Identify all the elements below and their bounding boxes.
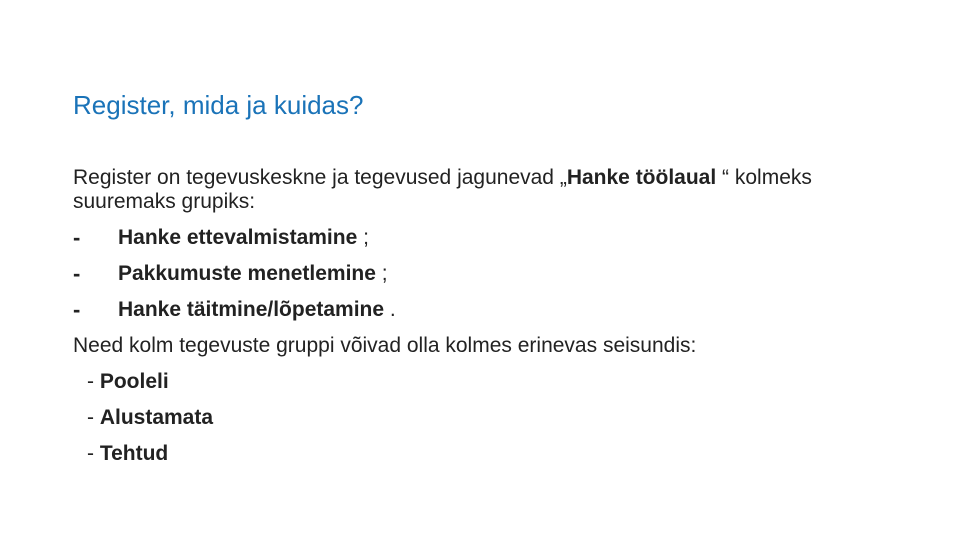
list-item: [73, 256, 913, 292]
status-name: Pooleli: [99, 370, 169, 393]
group-suffix: ;: [375, 262, 388, 285]
group-name: Pakkumuste menetlemine: [118, 262, 376, 285]
dash-bullet: -: [73, 297, 81, 322]
list-item: [73, 400, 913, 436]
status-intro: Need kolm tegevuste gruppi võivad olla kolmes erinevas seisundis:: [73, 334, 697, 357]
group-name: Hanke täitmine/lõpetamine: [118, 298, 385, 321]
status-list: [73, 364, 913, 472]
status-prefix: -: [87, 442, 100, 465]
intro-end-text: “ kolmeks suuremaks grupiks:: [73, 166, 812, 213]
list-item: [73, 436, 913, 472]
intro-paragraph: [73, 166, 913, 214]
status-name: Alustamata: [99, 406, 214, 429]
group-suffix: .: [384, 298, 396, 321]
list-item: [73, 364, 913, 400]
status-prefix: -: [87, 406, 100, 429]
dash-bullet: -: [73, 225, 81, 250]
slide-title: Register, mida ja kuidas?: [73, 90, 364, 120]
intro-text: Register on tegevuskeskne ja tegevused jagunevad „: [73, 166, 567, 189]
group-suffix: ;: [357, 226, 369, 249]
activity-group-list: [73, 220, 913, 328]
slide-body: [73, 166, 913, 472]
list-item: [73, 292, 913, 328]
status-name: Tehtud: [99, 442, 169, 465]
intro-bold-text: Hanke töölaual: [566, 166, 717, 189]
dash-bullet: -: [73, 261, 81, 286]
list-item: [73, 220, 913, 256]
group-name: Hanke ettevalmistamine: [118, 226, 358, 249]
status-prefix: -: [87, 370, 100, 393]
